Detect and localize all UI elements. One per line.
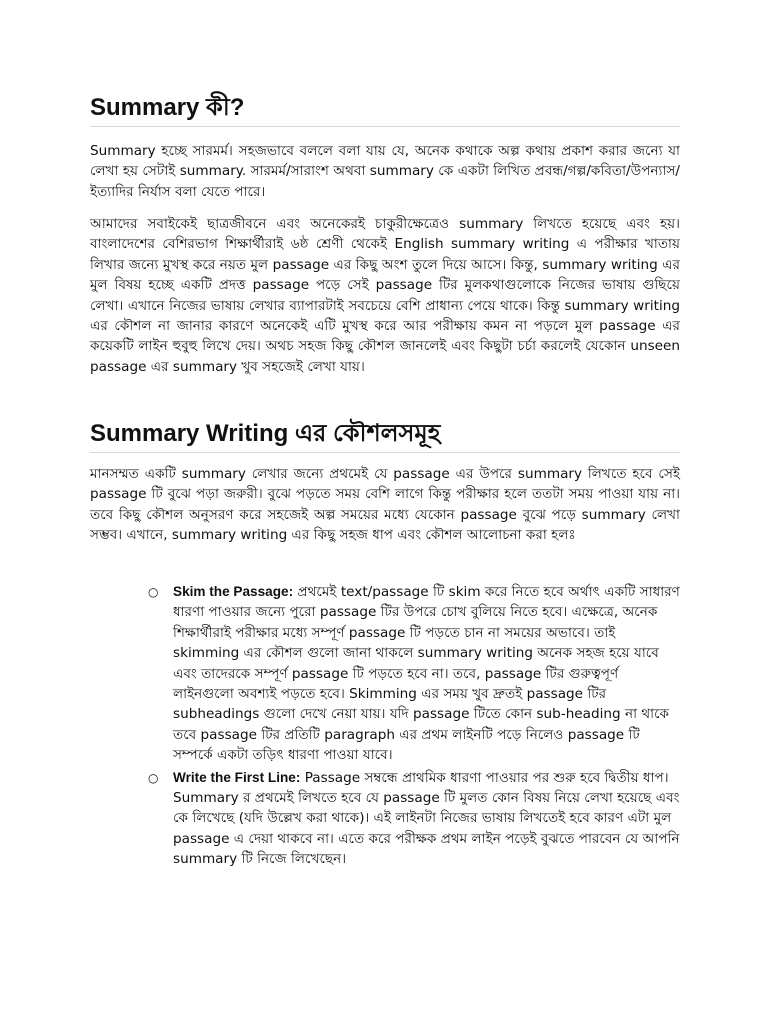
context-paragraph: আমাদের সবাইকেই ছাত্রজীবনে এবং অনেকেরই চাকুরীক্ষেত্রেও summary লিখতে হয়েছে এবং হয়। বাংলাদেশের বেশিরভাগ শিক্ষার্থীরাই ৬ষ্ঠ শ্রেণী থেকেই English summary writing এ পরীক্ষার খাতায় লিখার জন্যে মুখস্থ করে নয়ত মুল passage এর কিছু অংশ তুলে দিয়ে আসে। কিন্তু, summary writing এর মুল বিষয় হচ্ছে একটি প্রদত্ত passage পড়ে সেই passage টির মুলকথাগুলোকে নিজের ভাষায় গুছিয়ে লেখা। এখানে নিজের ভাষায় লেখার ব্যাপারটাই সবচেয়ে বেশি প্রাধান্য পেয়ে থাকে। কিন্তু summary writing এর কৌশল না জানার কারণে অনেকেই এটি মুখস্থ করে আর পরীক্ষায় কমন না পড়লে মুল passage এর কয়েকটি লাইন হুবুহু লিখে দেয়। অথচ সহজ কিছু কৌশল জানলেই এবং কিছুটা চর্চা করলেই যেকোন unseen passage এর summary খুব সহজেই লেখা যায়। — [90, 216, 680, 375]
intro-paragraph: Summary হচ্ছে সারমর্ম। সহজভাবে বললে বলা যায় যে, অনেক কথাকে অল্প কথায় প্রকাশ করার জন্যে যা লেখা হয় সেটাই summary. সারমর্ম/সারাংশ অথবা summary কে একটা লিখিত প্রবন্ধ/গল্প/কবিতা/উপন্যাস/ইত্যাদির নির্যাস বলা যেতে পারে। — [90, 143, 680, 200]
list-item — [148, 768, 680, 870]
hollow-circle-bullet-icon: ○ — [148, 585, 159, 599]
list-item-text: Passage সম্বন্ধে প্রাথমিক ধারণা পাওয়ার পর শুরু হবে দ্বিতীয় ধাপ। Summary র প্রথমেই লিখতে হবে যে passage টি মুলত কোন বিষয় নিয়ে লেখা হয়েছে এবং কে লিখেছে (যদি উল্লেখ করা থাকে)। এই লাইনটা নিজের ভাষায় লিখতেই হবে কারণ এটা মুল passage এ দেয়া থাকবে না। এতে করে পরীক্ষক প্রথম লাইন পড়েই বুঝতে পারবেন যে আপনি summary টি নিজে লিখেছেন। — [173, 769, 680, 868]
list-item-lead: Skim the Passage: — [173, 584, 294, 599]
list-item-lead: Write the First Line: — [173, 769, 301, 785]
section-heading-techniques: Summary Writing এর কৌশলসমূহ — [90, 418, 680, 453]
hollow-circle-bullet-icon: ○ — [148, 770, 159, 785]
techniques-intro-paragraph: মানসম্মত একটি summary লেখার জন্যে প্রথমেই যে passage এর উপরে summary লিখতে হবে সেই passage টি বুঝে পড়া জরুরী। বুঝে পড়তে সময় বেশি লাগে কিন্তু পরীক্ষার হলে ততটা সময় পাওয়া যায় না। তবে কিছু কৌশল অনুসরণ করে সহজেই অল্প সময়ের মধ্যে যেকোন passage বুঝে পড়ে summary লেখা সম্ভব। এখানে, summary writing এর কিছু সহজ ধাপ এবং কৌশল আলোচনা করা হলঃ — [90, 466, 680, 544]
list-item-text: প্রথমেই text/passage টি skim করে নিতে হবে অর্থাৎ একটি সাধারণ ধারণা পাওয়ার জন্যে পুরো passage টির উপরে চোখ বুলিয়ে নিতে হবে। এক্ষেত্রে, অনেক শিক্ষার্থীরাই পরীক্ষার মধ্যে সম্পূর্ণ passage টি পড়তে চান না সময়ের অভাবে। তাই skimming এর কৌশল গুলো জানা থাকলে summary writing অনেক সহজ হয়ে যাবে এবং তাদেরকে সম্পূর্ণ passage টি পড়তে হবে না। তবে, passage টির গুরুত্বপূর্ণ লাইনগুলো অবশ্যই পড়তে হবে। Skimming এর সময় খুব দ্রুতই passage টির subheadings গুলো দেখে নেয়া যায়। যদি passage টিতে কোন sub-heading না থাকে তবে passage টির প্রতিটি paragraph এর প্রথম লাইনটি পড়ে নিলেও passage টি সম্পর্কে একটা তড়িৎ ধারণা পাওয়া যাবে। — [173, 584, 680, 764]
list-item — [148, 582, 680, 766]
technique-list — [148, 582, 680, 872]
section-heading-what-is-summary: Summary কী? — [90, 92, 680, 127]
